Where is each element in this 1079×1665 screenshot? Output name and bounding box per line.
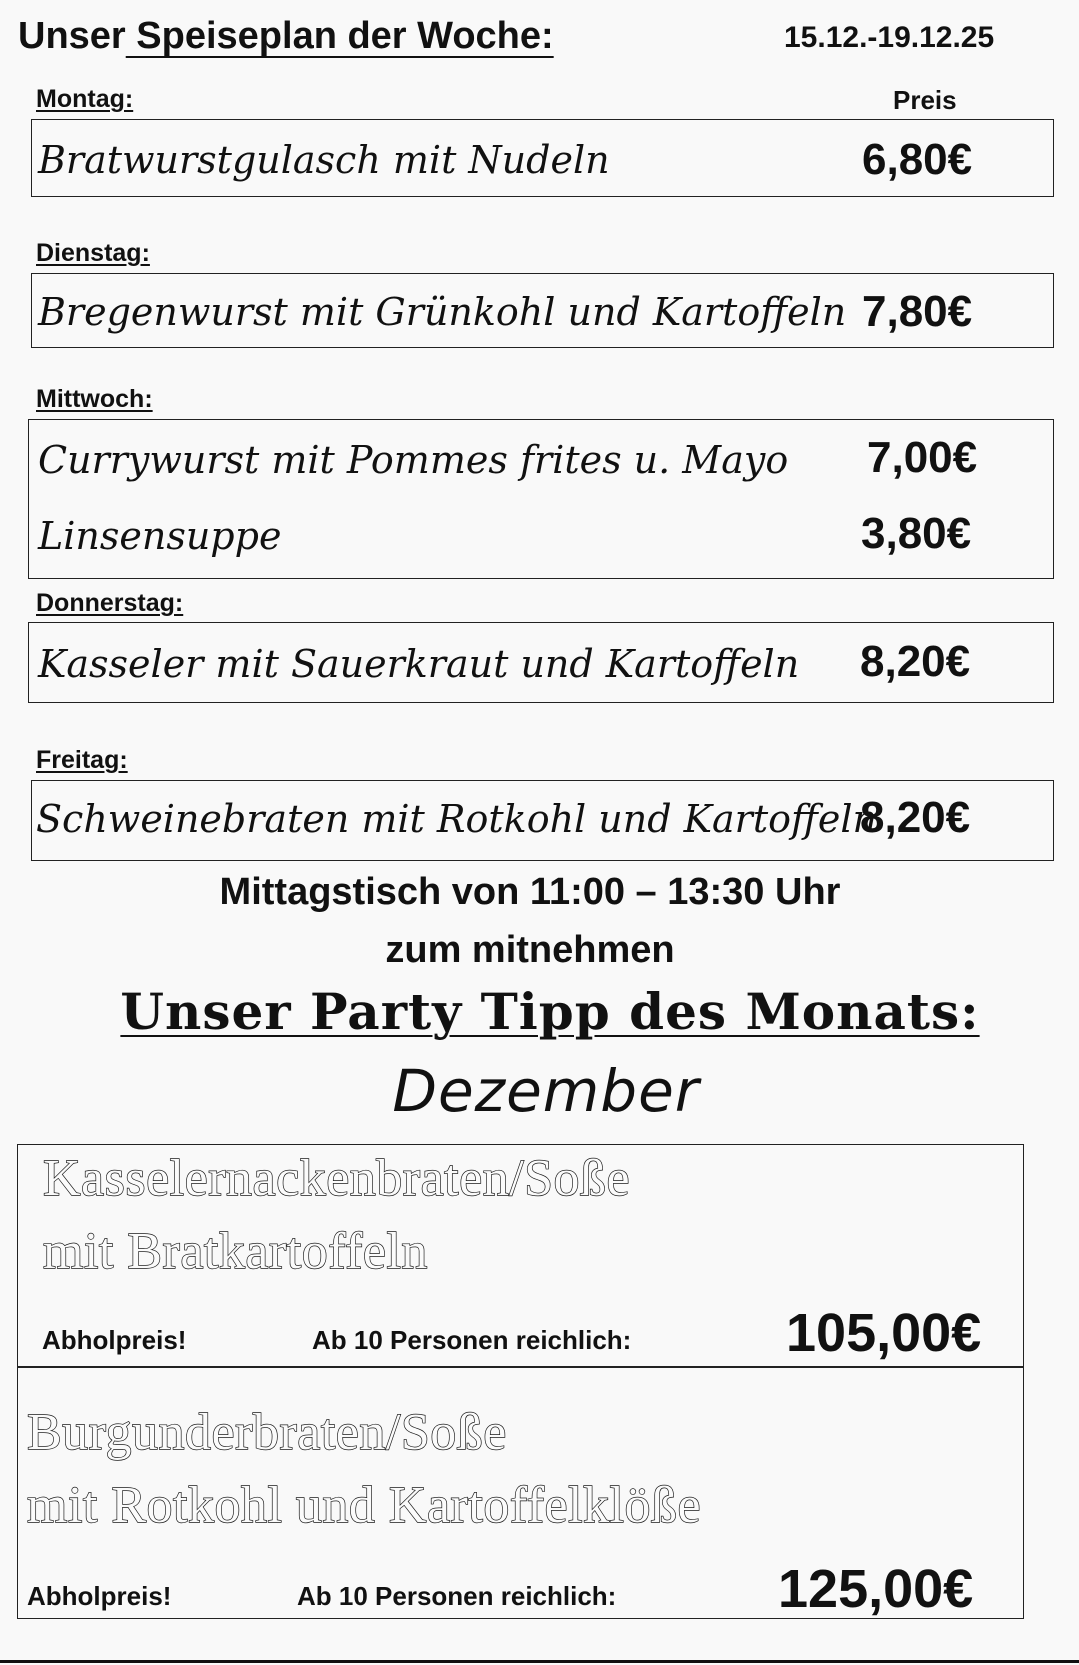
day-label-donnerstag: Donnerstag: <box>36 589 184 617</box>
title-main: Speiseplan der Woche: <box>125 15 554 57</box>
price-mittwoch-1: 7,00€ <box>867 433 978 482</box>
party-offer-1-line1: Kasselernackenbraten/Soße <box>43 1150 631 1207</box>
lunch-hours: Mittagstisch von 11:00 – 13:30 Uhr <box>219 871 841 913</box>
price-montag: 6,80€ <box>862 135 973 184</box>
price-donnerstag: 8,20€ <box>860 637 971 686</box>
party-offer-1-line2: mit Bratkartoffeln <box>43 1223 428 1280</box>
price-freitag: 8,20€ <box>860 793 971 842</box>
title-prefix: Unser <box>18 15 126 57</box>
day-label-dienstag: Dienstag: <box>36 239 150 267</box>
party-offer-2-price: 125,00€ <box>778 1559 974 1619</box>
day-label-montag: Montag: <box>36 85 134 113</box>
page-title <box>18 12 554 60</box>
day-label-mittwoch: Mittwoch: <box>36 385 153 413</box>
dish-donnerstag: Kasseler mit Sauerkraut und Kartoffeln <box>38 642 800 686</box>
price-mittwoch-2: 3,80€ <box>861 509 972 558</box>
dish-freitag: Schweinebraten mit Rotkohl und Kartoffeln <box>36 797 878 841</box>
dish-mittwoch-2: Linsensuppe <box>38 514 282 558</box>
dish-dienstag: Bregenwurst mit Grünkohl und Kartoffeln <box>38 290 847 334</box>
bottom-divider <box>0 1660 1079 1663</box>
party-offer-1-price: 105,00€ <box>786 1303 982 1363</box>
party-offer-2-line1: Burgunderbraten/Soße <box>27 1404 507 1461</box>
party-offer-1-pickup: Abholpreis! <box>42 1325 187 1355</box>
dish-montag: Bratwurstgulasch mit Nudeln <box>38 138 610 182</box>
party-month: Dezember <box>392 1057 700 1125</box>
takeaway-note: zum mitnehmen <box>385 929 675 971</box>
week-dates: 15.12.-19.12.25 <box>784 21 995 54</box>
party-offer-2-persons: Ab 10 Personen reichlich: <box>297 1581 617 1611</box>
party-heading: Unser Party Tipp des Monats: <box>120 982 980 1041</box>
party-offer-2-pickup: Abholpreis! <box>27 1581 172 1611</box>
price-dienstag: 7,80€ <box>862 287 973 336</box>
party-offer-1-persons: Ab 10 Personen reichlich: <box>312 1325 632 1355</box>
party-offer-2-line2: mit Rotkohl und Kartoffelklöße <box>27 1477 702 1534</box>
price-column-label: Preis <box>893 85 957 115</box>
day-label-freitag: Freitag: <box>36 746 128 774</box>
dish-mittwoch-1: Currywurst mit Pommes frites u. Mayo <box>38 438 789 482</box>
